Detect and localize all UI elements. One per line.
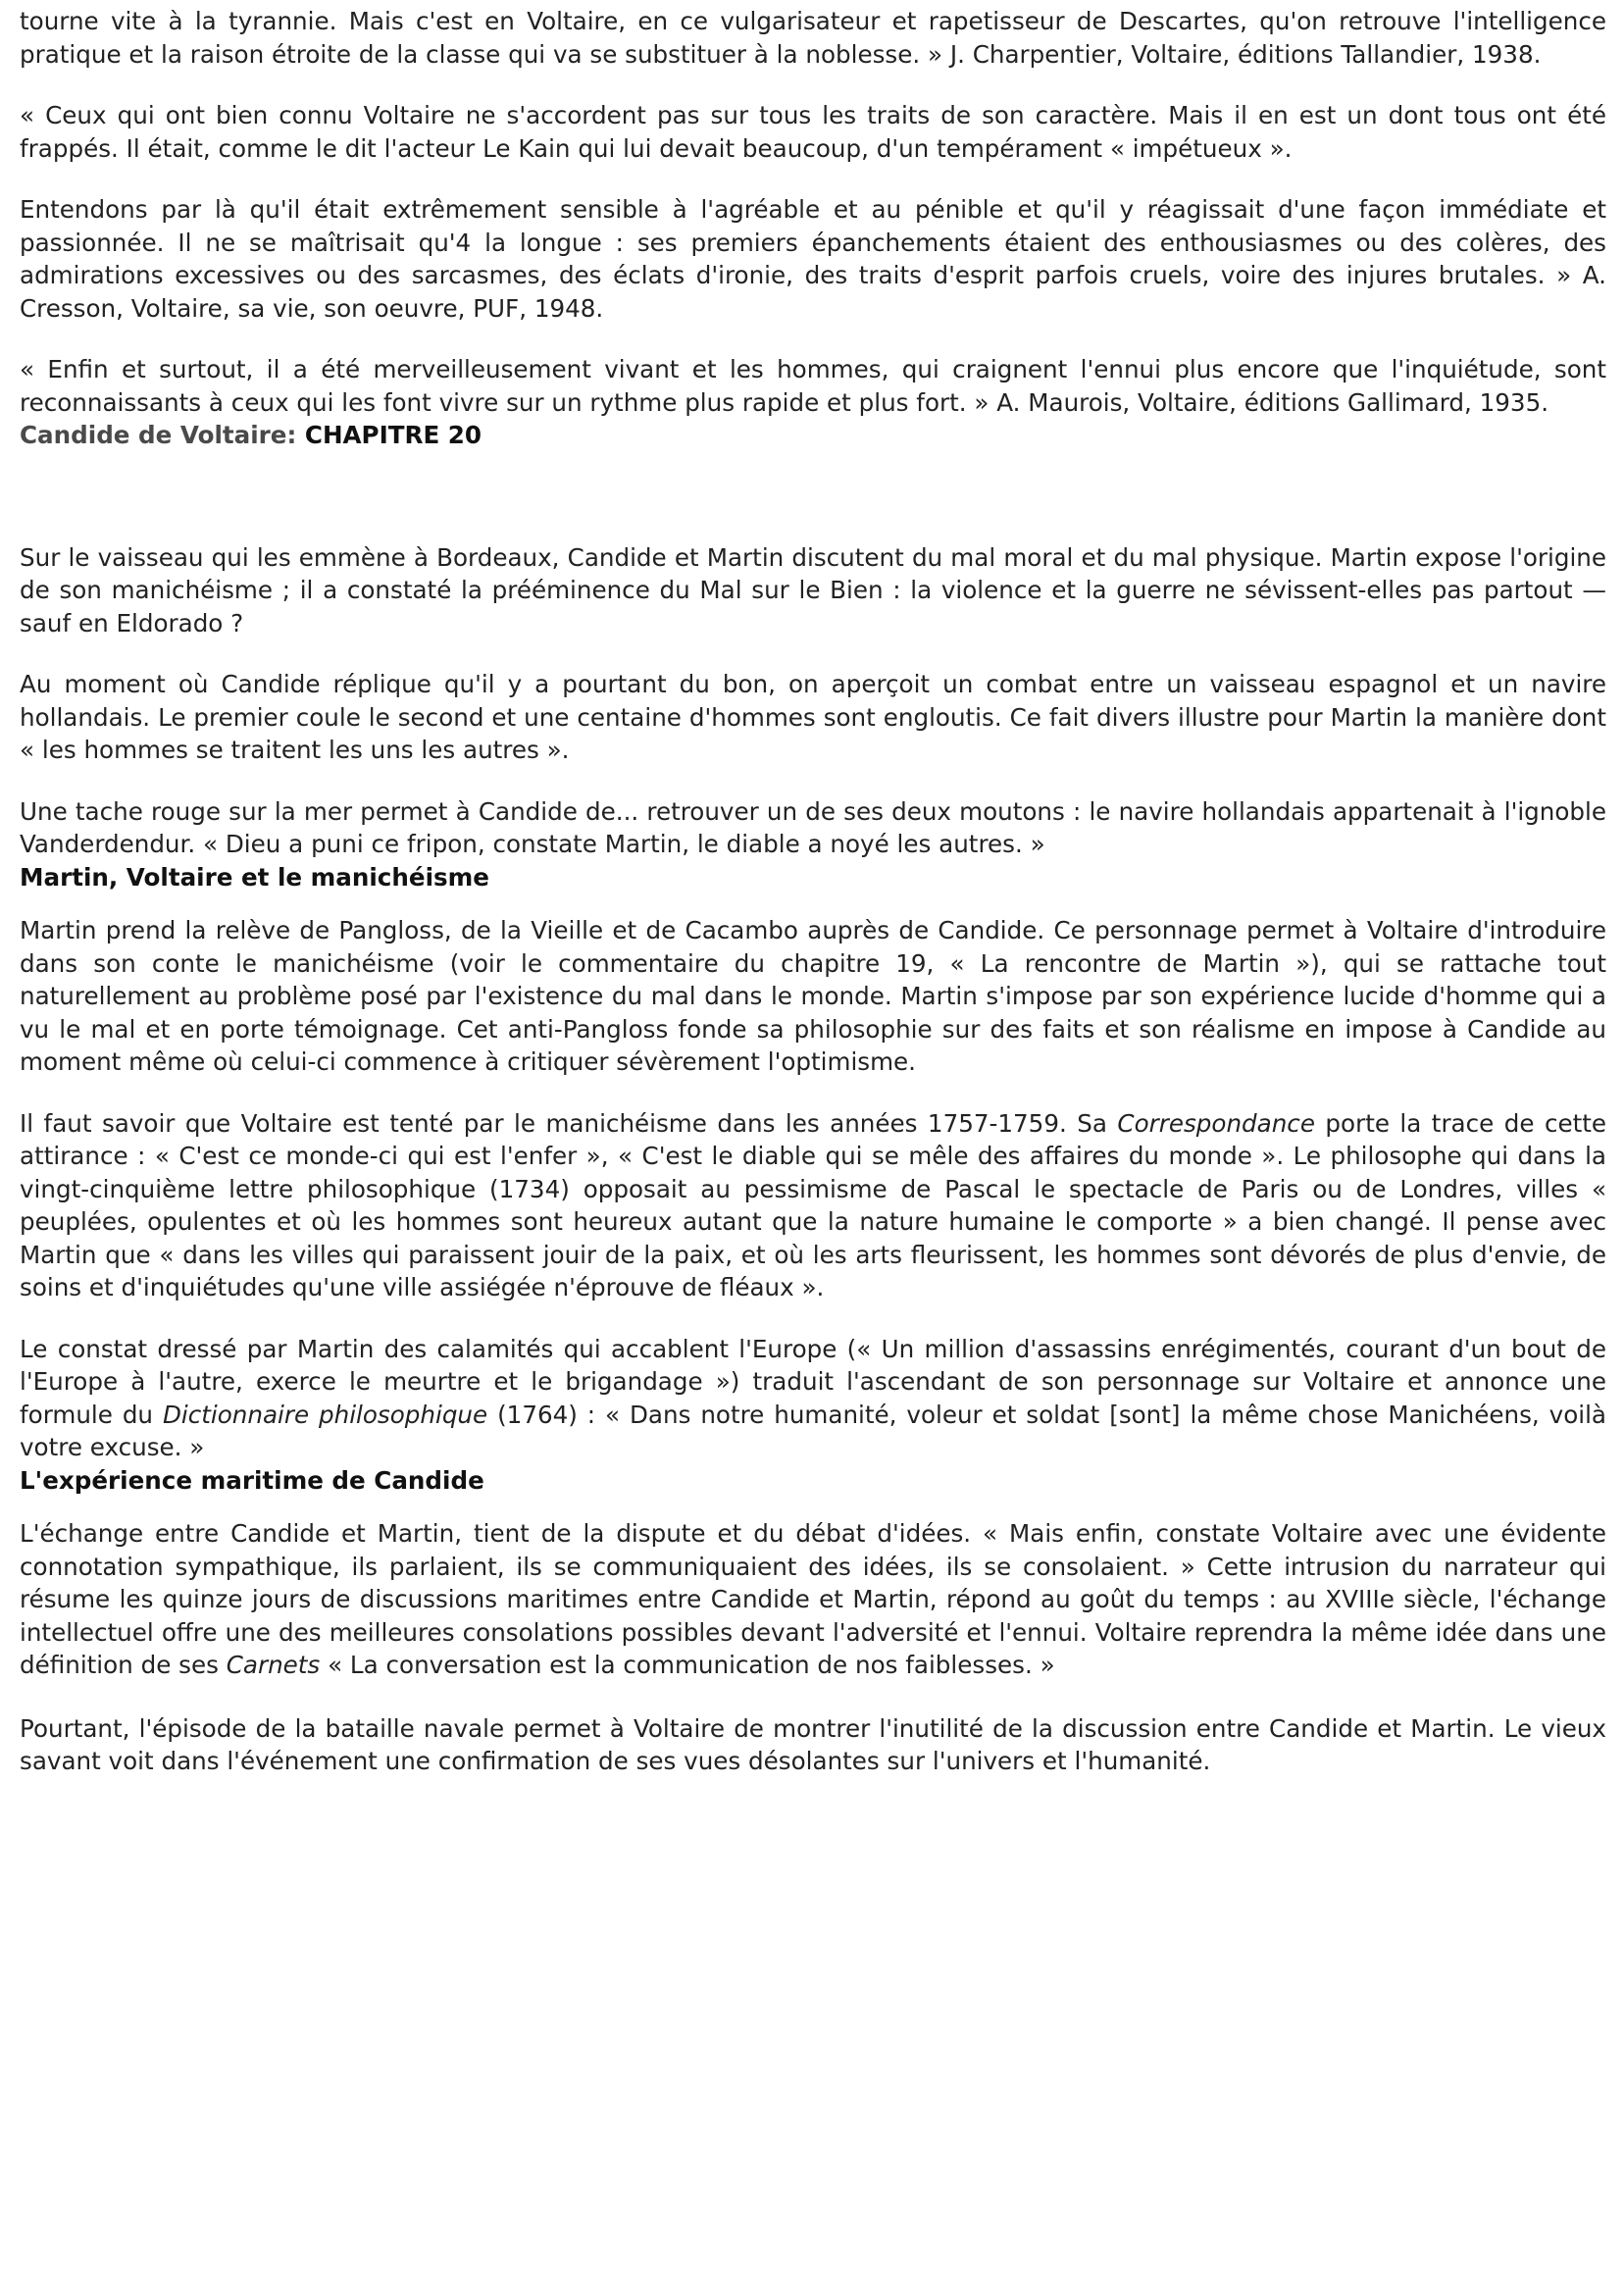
intro-paragraph-cresson-cont: Entendons par là qu'il était extrêmement sensible à l'agréable et au pénible et qu'il y réagissait d'une façon immédiate et passionnée. Il ne se maîtrisait qu'4 la longue : ses premiers épanchements étaient des enthousiasmes ou des colères, des admirations excessives ou des sarcasmes, des éclats d'ironie, des traits d'esprit parfois cruels, voire des injures brutales. » A. Cresson, Voltaire, sa vie, son oeuvre, PUF, 1948.	[20, 195, 1606, 323]
manicheisme-paragraph-1: Martin prend la relève de Pangloss, de la Vieille et de Cacambo auprès de Candide. Ce personnage permet à Voltaire d'introduire dans son conte le manichéisme (voir le commentaire du chapitre 19, « La rencontre de Martin »), qui se rattache tout naturellement au problème posé par l'existence du mal dans le monde. Martin s'impose par son expérience lucide d'homme qui a vu le mal et en porte témoignage. Cet anti-Pangloss fonde sa philosophie sur des faits et son réalisme en impose à Candide au moment même où celui-ci commence à critiquer sévèrement l'optimisme.	[20, 916, 1606, 1076]
manicheisme-paragraph-2	[20, 1107, 1606, 1304]
manicheisme-p2-italic: Correspondance	[1117, 1108, 1315, 1138]
chapter-heading	[20, 419, 1606, 452]
manicheisme-p3-text-a: Le constat dressé par Martin des calamités qui accablent l'Europe (« Un million d'assassins enrégimentés, courant d'un bout de l'Europe à l'autre, exerce le meurtre et le brigandage ») traduit l'ascendant de son personnage sur Voltaire et annonce une formule du	[20, 1334, 1606, 1429]
experience-paragraph-2: Pourtant, l'épisode de la bataille navale permet à Voltaire de montrer l'inutilité de la discussion entre Candide et Martin. Le vieux savant voit dans l'événement une confirmation de ses vues désolantes sur l'univers et l'humanité.	[20, 1713, 1606, 1775]
section-heading-manicheisme: Martin, Voltaire et le manichéisme	[20, 862, 489, 892]
intro-paragraph-charpentier: tourne vite à la tyrannie. Mais c'est en Voltaire, en ce vulgarisateur et rapetisseur de Descartes, qu'on retrouve l'intelligence pratique et la raison étroite de la classe qui va se substituer à la noblesse. » J. Charpentier, Voltaire, éditions Tallandier, 1938.	[20, 7, 1606, 69]
chapter-heading-lead: Candide de Voltaire:	[20, 421, 305, 449]
chapter-heading-number: CHAPITRE 20	[304, 421, 482, 449]
chapter-summary-paragraph-1: Sur le vaisseau qui les emmène à Bordeaux, Candide et Martin discutent du mal moral et du mal physique. Martin expose l'origine de son manichéisme ; il a constaté la prééminence du Mal sur le Bien : la violence et la guerre ne sévissent-elles pas partout — sauf en Eldorado ?	[20, 542, 1606, 637]
experience-p1-italic: Carnets	[226, 1651, 321, 1679]
intro-paragraph-cresson-quote: « Ceux qui ont bien connu Voltaire ne s'accordent pas sur tous les traits de son caractère. Mais il en est un dont tous ont été frappés. Il était, comme le dit l'acteur Le Kain qui lui devait beaucoup, d'un tempérament « impétueux ».	[20, 101, 1606, 163]
manicheisme-p3-italic: Dictionnaire philosophique	[162, 1400, 488, 1429]
experience-p1-text-b: « La conversation est la communication de nos faiblesses. »	[320, 1651, 1055, 1679]
chapter-summary-paragraph-2: Au moment où Candide réplique qu'il y a pourtant du bon, on aperçoit un combat entre un vaisseau espagnol et un navire hollandais. Le premier coule le second et une centaine d'hommes sont engloutis. Ce fait divers illustre pour Martin la manière dont « les hommes se traitent les uns les autres ».	[20, 670, 1606, 764]
intro-paragraph-maurois: « Enfin et surtout, il a été merveilleusement vivant et les hommes, qui craignent l'ennui plus encore que l'inquiétude, sont reconnaissants à ceux qui les font vivre sur un rythme plus rapide et plus fort. » A. Maurois, Voltaire, éditions Gallimard, 1935.	[20, 355, 1606, 417]
manicheisme-p2-text-a: Il faut savoir que Voltaire est tenté par le manichéisme dans les années 1757-1759. Sa	[20, 1108, 1118, 1138]
document-page	[20, 0, 1606, 1778]
chapter-summary-paragraph-3: Une tache rouge sur la mer permet à Candide de... retrouver un de ses deux moutons : le navire hollandais appartenait à l'ignoble Vanderdendur. « Dieu a puni ce fripon, constate Martin, le diable a noyé les autres. »	[20, 796, 1606, 858]
manicheisme-p2-text-b: porte la trace de cette attirance : « C'est ce monde-ci qui est l'enfer », « C'est le diable qui se mêle des affaires du monde ». Le philosophe qui dans la vingt-cinquième lettre philosophique (1734) opposait au pessimisme de Pascal le spectacle de Paris ou de Londres, villes « peuplées, opulentes et où les hommes sont heureux autant que la nature humaine le comporte » a bien changé. Il pense avec Martin que « dans les villes qui paraissent jouir de la paix, et où les arts fleurissent, les hommes sont dévorés de plus d'envie, de soins et d'inquiétudes qu'une ville assiégée n'éprouve de fléaux ».	[20, 1108, 1607, 1301]
experience-p1-text-a: L'échange entre Candide et Martin, tient de la dispute et du débat d'idées. « Mais enfin, constate Voltaire avec une évidente connotation sympathique, ils parlaient, ils se communiquaient des idées, ils se consolaient. » Cette intrusion du narrateur qui résume les quinze jours de discussions maritimes entre Candide et Martin, répond au goût du temps : au XVIIIe siècle, l'échange intellectuel offre une des meilleures consolations possibles devant l'adversité et l'ennui. Voltaire reprendra la même idée dans une définition de ses	[20, 1519, 1606, 1679]
manicheisme-p3-text-b: (1764) : « Dans notre humanité, voleur et soldat [sont] la même chose Manichéens, voilà votre excuse. »	[20, 1400, 1606, 1461]
experience-paragraph-1	[20, 1517, 1606, 1682]
manicheisme-paragraph-3	[20, 1333, 1606, 1464]
section-heading-experience: L'expérience maritime de Candide	[20, 1465, 484, 1495]
